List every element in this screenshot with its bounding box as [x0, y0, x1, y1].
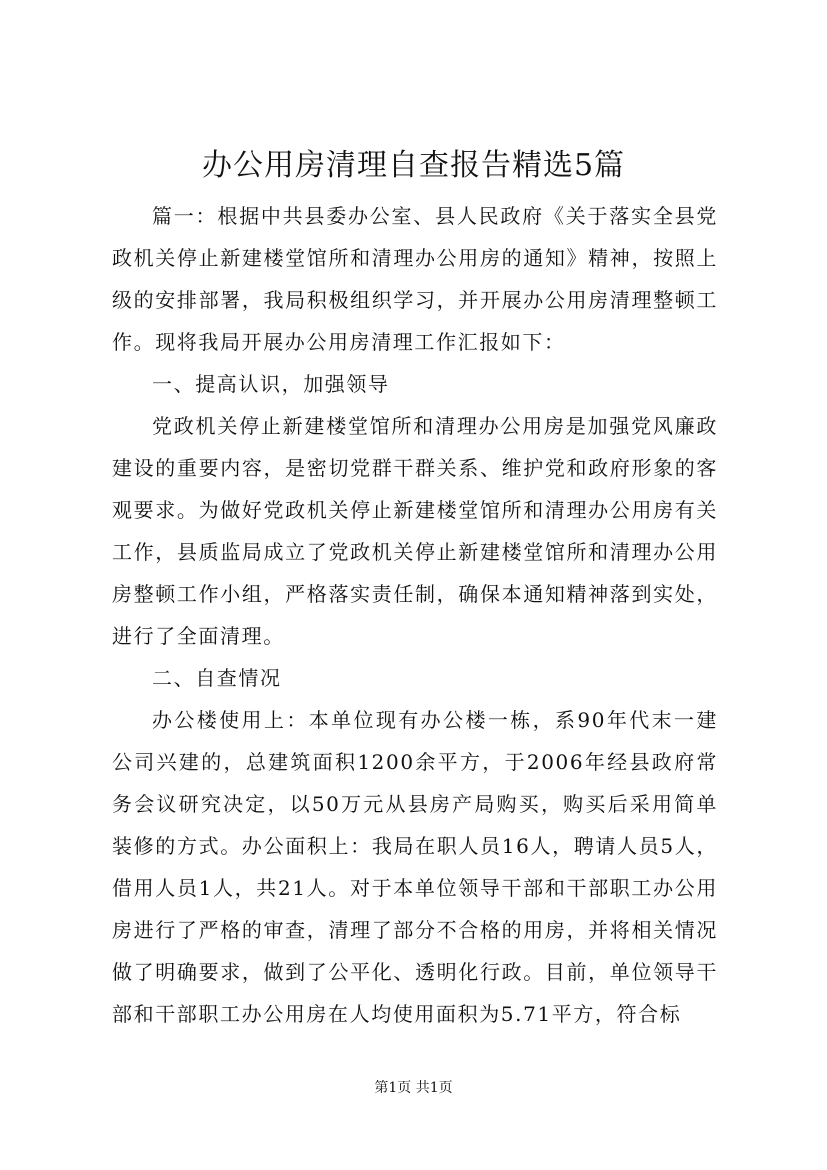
paragraph-section-2: 办公楼使用上：本单位现有办公楼一栋，系90年代末一建公司兴建的，总建筑面积1200余平方，于2006年经县政府常务会议研究决定，以50万元从县房产局购买，购买后采用简单装修的方式。办公面积上：我局在职人员16人，聘请人员5人，借用人员1人，共21人。对于本单位领导干部和干部职工办公用房进行了严格的审查，清理了部分不合格的用房，并将相关情况做了明确要求，做到了公平化、透明化行政。目前，单位领导干部和干部职工办公用房在人均使用面积为5.71平方，符合标 — [112, 708, 718, 1026]
section-heading-1: 一、提高认识，加强领导 — [152, 372, 390, 396]
paragraph-section-1: 党政机关停止新建楼堂馆所和清理办公用房是加强党风廉政建设的重要内容，是密切党群干群关系、维护党和政府形象的客观要求。为做好党政机关停止新建楼堂馆所和清理办公用房有关工作，县质监局成立了党政机关停止新建楼堂馆所和清理办公用房整顿工作小组，严格落实责任制，确保本通知精神落到实处，进行了全面清理。 — [112, 414, 718, 648]
section-heading-2: 二、自查情况 — [152, 666, 282, 690]
document-body — [112, 195, 718, 1035]
document-title: 办公用房清理自查报告精选5篇 — [201, 148, 626, 183]
page-footer: 第1页 共1页 — [374, 1080, 453, 1096]
paragraph-intro: 篇一：根据中共县委办公室、县人民政府《关于落实全县党政机关停止新建楼堂馆所和清理办公用房的通知》精神，按照上级的安排部署，我局积极组织学习，并开展办公用房清理整顿工作。现将我局开展办公用房清理工作汇报如下： — [112, 204, 718, 354]
